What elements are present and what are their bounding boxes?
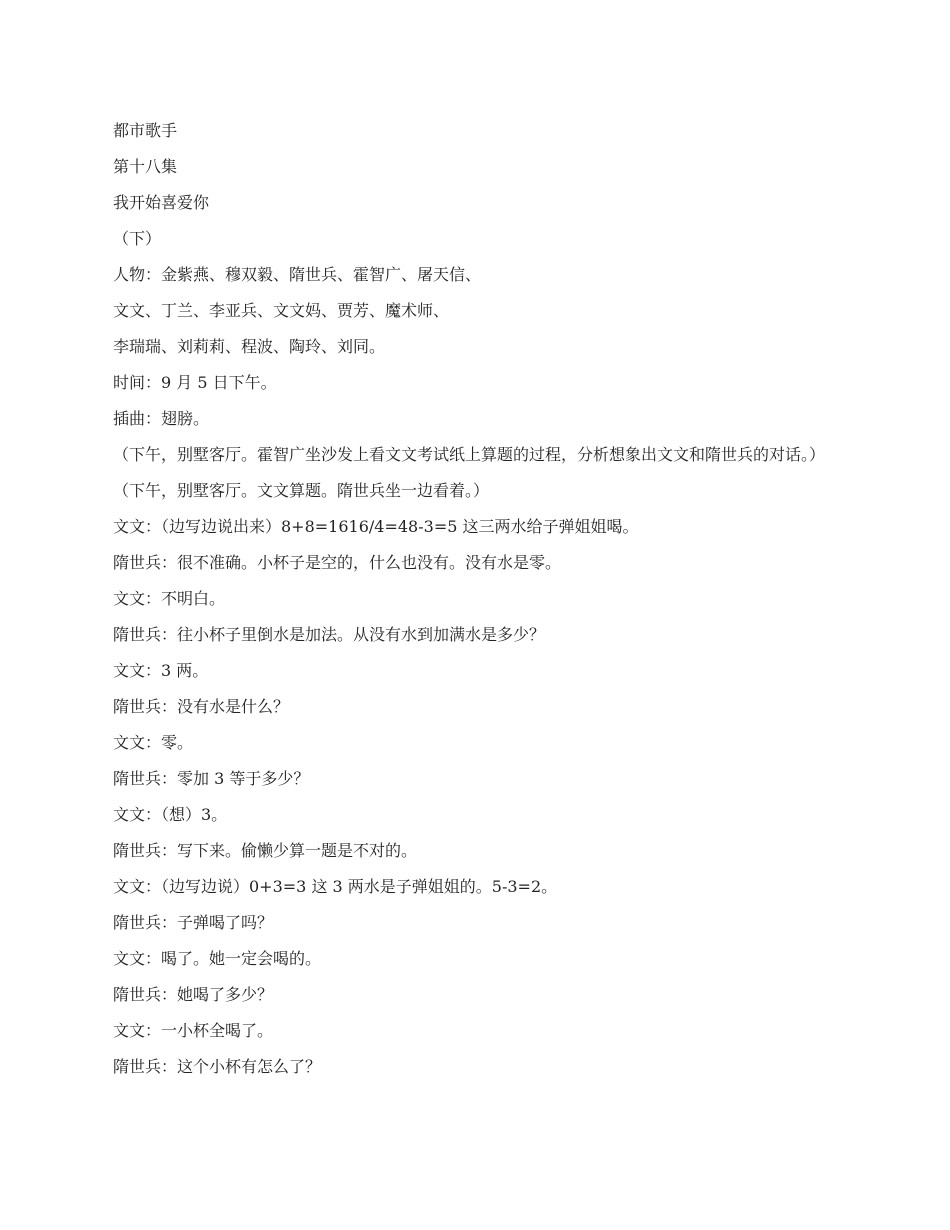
dialogue-line: 隋世兵：她喝了多少？ xyxy=(113,985,274,1004)
dialogue-line: 文文：喝了。她一定会喝的。 xyxy=(113,949,322,968)
dialogue-line: 文文：3 两。 xyxy=(113,661,209,680)
dialogue-line: 文文：零。 xyxy=(113,733,194,752)
dialogue-line: 文文：一小杯全喝了。 xyxy=(113,1021,274,1040)
script-text-body xyxy=(113,120,843,1092)
dialogue-line: 文文：（边写边说）0+3=3 这 3 两水是子弹姐姐的。5-3=2。 xyxy=(113,877,558,896)
time-line: 时间：9 月 5 日下午。 xyxy=(113,373,277,392)
series-title: 都市歌手 xyxy=(113,121,178,140)
dialogue-line: 隋世兵：很不准确。小杯子是空的，什么也没有。没有水是零。 xyxy=(113,553,562,572)
dialogue-line: 文文：（想）3。 xyxy=(113,805,228,824)
characters-line-3: 李瑞瑞、刘莉莉、程波、陶玲、刘同。 xyxy=(113,337,386,356)
dialogue-line: 隋世兵：没有水是什么？ xyxy=(113,697,290,716)
dialogue-line: 隋世兵：子弹喝了吗？ xyxy=(113,913,274,932)
dialogue-line: 隋世兵：这个小杯有怎么了？ xyxy=(113,1057,322,1076)
episode-number: 第十八集 xyxy=(113,157,178,176)
episode-part: （下） xyxy=(113,229,162,248)
episode-title: 我开始喜爱你 xyxy=(113,193,210,212)
dialogue-line: 隋世兵：零加 3 等于多少？ xyxy=(113,769,310,788)
dialogue-line: 文文：（边写边说出来）8+8=1616/4=48-3=5 这三两水给子弹姐姐喝。 xyxy=(113,517,639,536)
dialogue-line: 隋世兵：往小杯子里倒水是加法。从没有水到加满水是多少？ xyxy=(113,625,546,644)
dialogue-line: 文文：不明白。 xyxy=(113,589,226,608)
dialogue-line: 隋世兵：写下来。偷懒少算一题是不对的。 xyxy=(113,841,418,860)
stage-direction: （下午，别墅客厅。文文算题。隋世兵坐一边看着。） xyxy=(113,481,490,500)
characters-line-1: 人物：金紫燕、穆双毅、隋世兵、霍智广、屠天信、 xyxy=(113,265,482,284)
characters-line-2: 文文、丁兰、李亚兵、文文妈、贾芳、魔术师、 xyxy=(113,301,450,320)
stage-direction: （下午，别墅客厅。霍智广坐沙发上看文文考试纸上算题的过程，分析想象出文文和隋世兵的对话。） xyxy=(113,445,826,464)
song-line: 插曲：翅膀。 xyxy=(113,409,210,428)
